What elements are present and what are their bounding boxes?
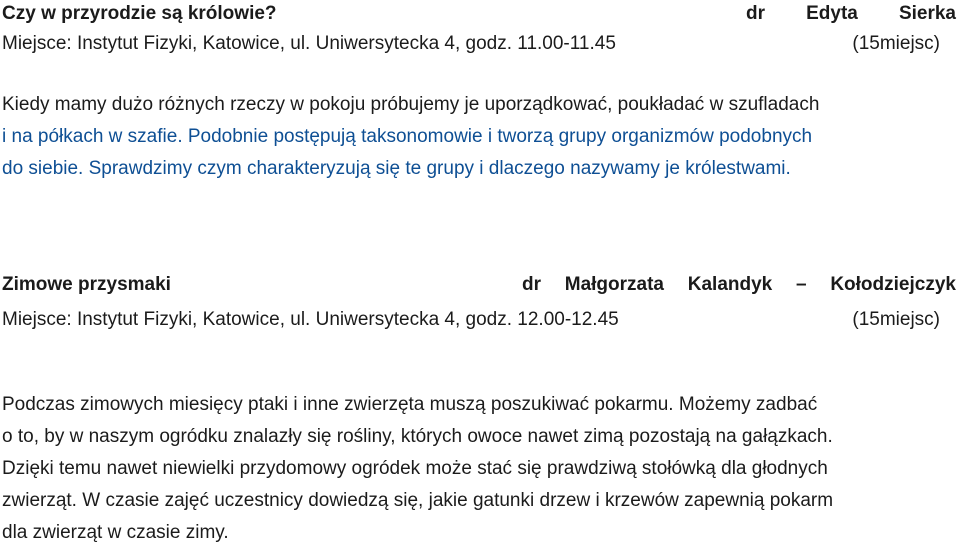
event-1-description-line-1: Kiedy mamy dużo różnych rzeczy w pokoju próbujemy je uporządkować, poukładać w szufladach xyxy=(2,94,820,115)
event-2-title: Zimowe przysmaki xyxy=(2,274,171,295)
event-2-description-line-2: o to, by w naszym ogródku znalazły się rośliny, których owoce nawet zimą pozostają na gałązkach. xyxy=(2,426,833,447)
event-1-description-line-2: i na półkach w szafie. Podobnie postępują taksonomowie i tworzą grupy organizmów podobnych xyxy=(2,126,813,147)
event-1-location: Miejsce: Instytut Fizyki, Katowice, ul. Uniwersytecka 4, godz. 11.00-11.45 xyxy=(2,33,616,54)
event-1-author-degree: dr xyxy=(746,3,765,24)
event-2-header xyxy=(2,272,956,298)
event-2-description-line-5: dla zwierząt w czasie zimy. xyxy=(2,522,229,543)
event-1-author xyxy=(746,1,956,27)
event-1-description-line-3: do siebie. Sprawdzimy czym charakteryzują się te grupy i dlaczego nazywamy je królestwami. xyxy=(2,158,791,179)
event-2-author-degree: dr xyxy=(522,274,541,295)
event-1-header xyxy=(2,1,956,27)
event-1-author-first-name: Edyta xyxy=(806,3,858,24)
event-1-title: Czy w przyrodzie są królowie? xyxy=(2,3,277,24)
event-2-author-dash: – xyxy=(795,274,807,295)
event-2-author-last-name-2: Kołodziejczyk xyxy=(830,274,956,295)
event-1-author-last-name: Sierka xyxy=(898,3,956,24)
event-2-capacity: (15miejsc) xyxy=(852,309,940,330)
event-1-capacity: (15miejsc) xyxy=(852,33,940,54)
event-2-author-first-name: Małgorzata xyxy=(564,274,664,295)
event-1-location-row xyxy=(2,31,956,57)
event-2-description-line-1: Podczas zimowych miesięcy ptaki i inne zwierzęta muszą poszukiwać pokarmu. Możemy zadbać xyxy=(2,394,818,415)
event-2-location-row xyxy=(2,307,956,333)
event-2-author xyxy=(522,272,956,298)
event-2-description-line-4: zwierząt. W czasie zajęć uczestnicy dowiedzą się, jakie gatunki drzew i krzewów zapewnią pokarm xyxy=(2,490,834,511)
event-2-description-line-3: Dzięki temu nawet niewielki przydomowy ogródek może stać się prawdziwą stołówką dla głodnych xyxy=(2,458,828,479)
event-2-author-last-name-1: Kalandyk xyxy=(687,274,773,295)
event-2-location: Miejsce: Instytut Fizyki, Katowice, ul. Uniwersytecka 4, godz. 12.00-12.45 xyxy=(2,309,619,330)
